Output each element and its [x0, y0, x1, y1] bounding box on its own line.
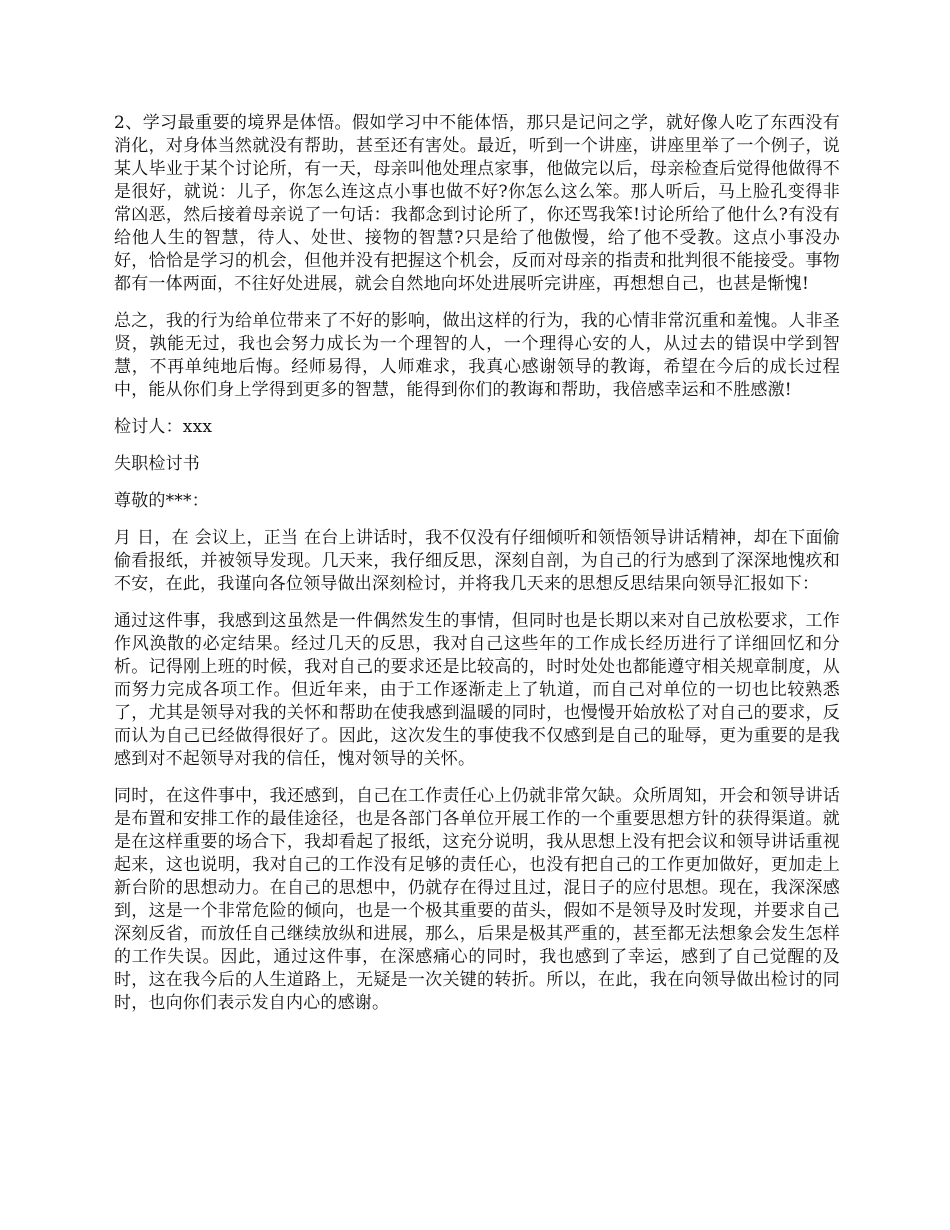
document-page: [114, 112, 840, 1029]
paragraph-conclusion: 总之，我的行为给单位带来了不好的影响，做出这样的行为，我的心情非常沉重和羞愧。人非圣贤，孰能无过，我也会努力成长为一个理智的人，一个理得心安的人，从过去的错误中学到智慧，不再单纯地后悔。经师易得，人师难求，我真心感谢领导的教诲，希望在今后的成长过程中，能从你们身上学得到更多的智慧，能得到你们的教诲和帮助，我倍感幸运和不胜感激!: [114, 311, 840, 400]
paragraph-incident: 月 日，在 会议上，正当 在台上讲话时，我不仅没有仔细倾听和领悟领导讲话精神，却在下面偷偷看报纸，并被领导发现。几天来，我仔细反思，深刻自剖，为自己的行为感到了深深地愧疚和不安，在此，我谨向各位领导做出深刻检讨，并将我几天来的思想反思结果向领导汇报如下：: [114, 528, 840, 594]
document-title: 失职检讨书: [114, 454, 200, 474]
signature-line: 检讨人：xxx: [114, 417, 213, 437]
paragraph-responsibility: 同时，在这件事中，我还感到，自己在工作责任心上仍就非常欠缺。众所周知，开会和领导讲话是布置和安排工作的最佳途径，也是各部门各单位开展工作的一个重要思想方针的获得渠道。就是在这样重要的场合下，我却看起了报纸，这充分说明，我从思想上没有把会议和领导讲话重视起来，这也说明，我对自己的工作没有足够的责任心，也没有把自己的工作更加做好，更加走上新台阶的思想动力。在自己的思想中，仍就存在得过且过，混日子的应付思想。现在，我深深感到，这是一个非常危险的倾向，也是一个极其重要的苗头，假如不是领导及时发现，并要求自己深刻反省，而放任自己继续放纵和进展，那么，后果是极其严重的，甚至都无法想象会发生怎样的工作失误。因此，通过这件事，在深感痛心的同时，我也感到了幸运，感到了自己觉醒的及时，这在我今后的人生道路上，无疑是一次关键的转折。所以，在此，我在向领导做出检讨的同时，也向你们表示发自内心的感谢。: [114, 786, 840, 1013]
paragraph-reflection: 通过这件事，我感到这虽然是一件偶然发生的事情，但同时也是长期以来对自己放松要求，工作作风涣散的必定结果。经过几天的反思，我对自己这些年的工作成长经历进行了详细回忆和分析。记得刚上班的时候，我对自己的要求还是比较高的，时时处处也都能遵守相关规章制度，从而努力完成各项工作。但近年来，由于工作逐渐走上了轨道，而自己对单位的一切也比较熟悉了，尤其是领导对我的关怀和帮助在使我感到温暖的同时，也慢慢开始放松了对自己的要求，反而认为自己已经做得很好了。因此，这次发生的事使我不仅感到是自己的耻辱，更为重要的是我感到对不起领导对我的信任，愧对领导的关怀。: [114, 611, 840, 769]
paragraph-learning-insight: 2、学习最重要的境界是体悟。假如学习中不能体悟，那只是记问之学，就好像人吃了东西没有消化，对身体当然就没有帮助，甚至还有害处。最近，听到一个讲座，讲座里举了一个例子，说某人毕业于某个讨论所，有一天，母亲叫他处理点家事，他做完以后，母亲检查后觉得他做得不是很好，就说：儿子，你怎么连这点小事也做不好?你怎么这么笨。那人听后，马上脸孔变得非常凶恶，然后接着母亲说了一句话：我都念到讨论所了，你还骂我笨!讨论所给了他什么?有没有给他人生的智慧，待人、处世、接物的智慧?只是给了他傲慢，给了他不受教。这点小事没办好，恰恰是学习的机会，但他并没有把握这个机会，反而对母亲的指责和批判很不能接受。事物都有一体两面，不往好处进展，就会自然地向坏处进展听完讲座，再想想自己，也甚是惭愧!: [114, 113, 840, 294]
salutation: 尊敬的***：: [114, 491, 209, 511]
